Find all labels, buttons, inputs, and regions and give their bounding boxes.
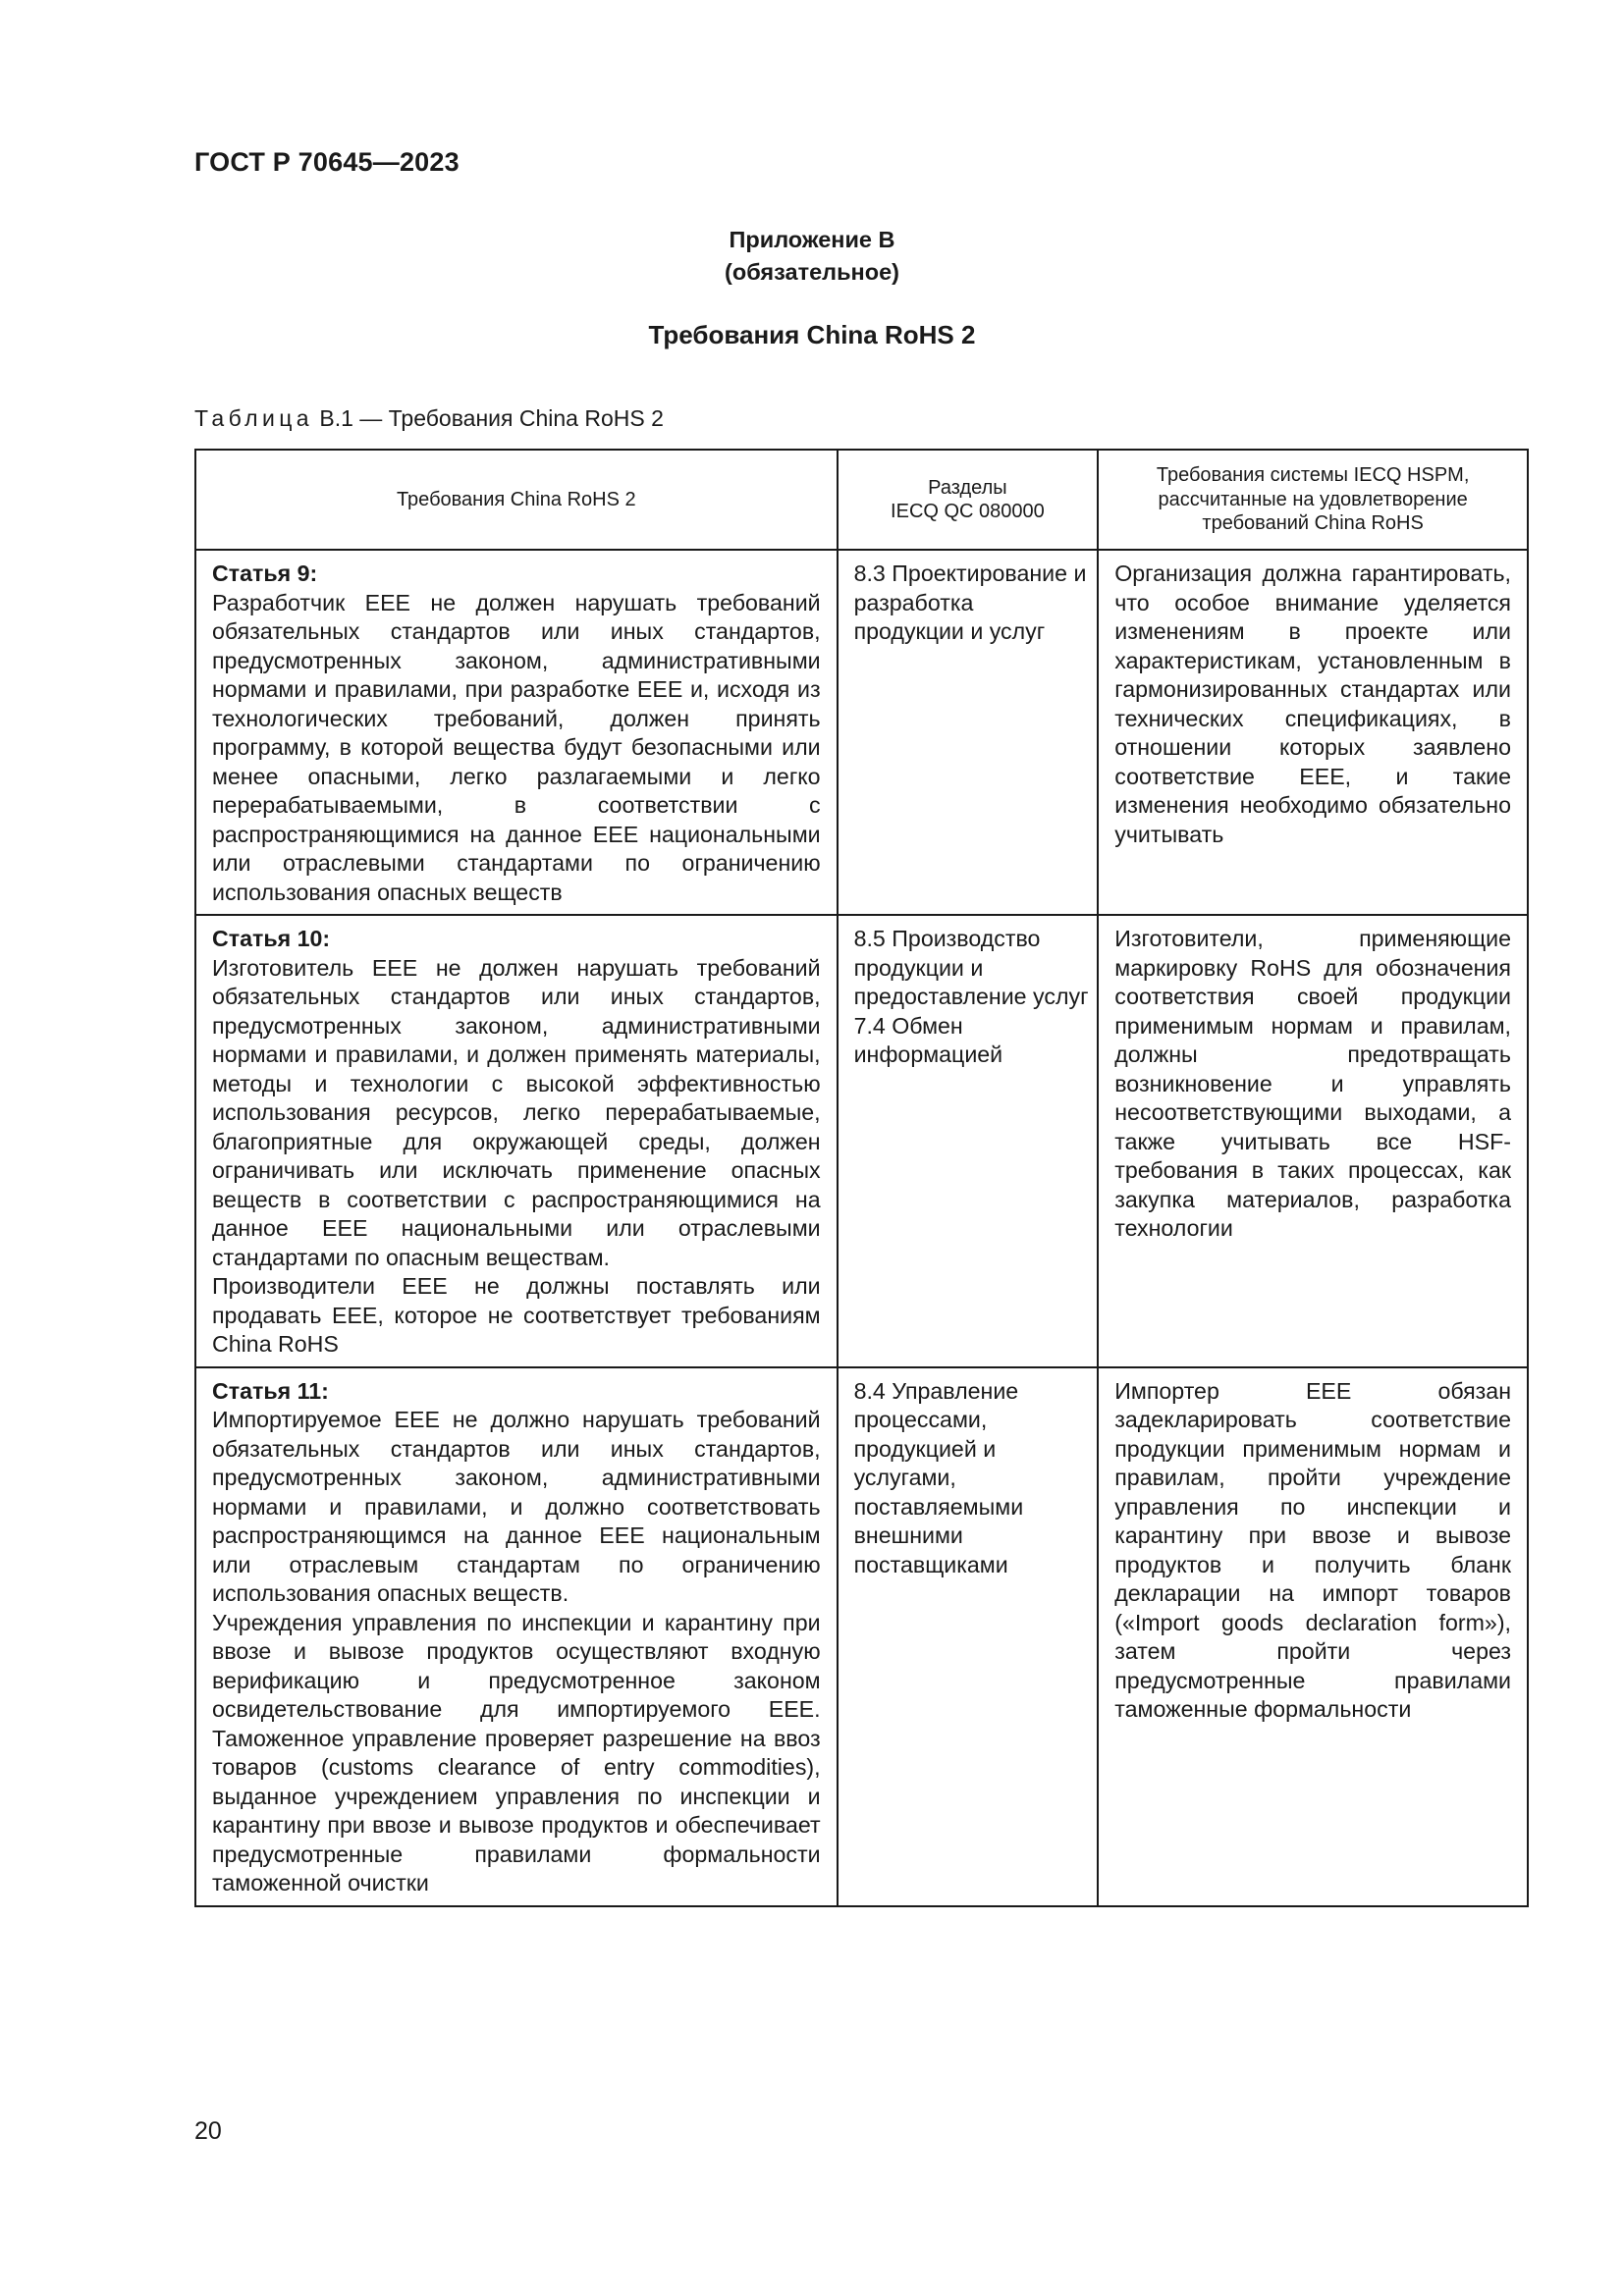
- section-reference: 8.3 Проектирование и разработка продукции и услуг: [853, 561, 1087, 644]
- table-row: [195, 550, 1528, 915]
- sections-cell: [838, 1367, 1099, 1906]
- requirements-table: [194, 449, 1529, 1907]
- requirement-cell: [195, 550, 838, 915]
- hspm-text: Импортер EEE обязан задекларировать соответствие продукции применимым нормам и правилам, пройти учреждение управления по инспекции и карантину при ввозе и вывозе продуктов и получить бланк декларации на импорт товаров («Import goods declaration form»), затем пройти через предусмотренные правилами таможенные формальности: [1114, 1377, 1511, 1722]
- header-iecq-sections-text: Разделы IECQ QC 080000: [891, 476, 1045, 522]
- section-reference: 7.4 Обмен информацией: [853, 1012, 1003, 1067]
- requirement-paragraph: Изготовитель EEE не должен нарушать требований обязательных стандартов или иных стандартов, предусмотренных законом, административными нормами и правилами, и должен применять материалы, методы и технологии с высокой эффективностью использования ресурсов, легко перерабатываемые, благоприятные для окружающей среды, должен ограничивать или исключать применение опасных веществ в соответствии с распространяющимися на данное EEE национальными или отраслевыми стандартами по опасным веществам.: [212, 954, 821, 1270]
- appendix-title: Приложение В: [729, 227, 895, 252]
- hspm-cell: [1098, 915, 1528, 1367]
- requirement-cell: [195, 1367, 838, 1906]
- header-hspm-requirements: [1098, 450, 1528, 550]
- requirement-paragraph: Разработчик EEE не должен нарушать требований обязательных стандартов или иных стандартов, предусмотренных законом, административными нормами и правилами, при разработке EEE и, исходя из технологических требований, должен принять программу, в которой вещества будут безопасными или менее опасными, легко разлагаемыми и легко перерабатываемыми, в соответствии с распространяющимися на данное EEE национальными или отраслевыми стандартами по ограничению использования опасных веществ: [212, 589, 821, 905]
- header-china-rohs-requirements-text: Требования China RoHS 2: [396, 488, 636, 510]
- table-body: [195, 550, 1528, 1906]
- hspm-text: Изготовители, применяющие маркировку RoHS для обозначения соответствия своей продукции применимым нормам и правилам, должны предотвращать возникновение и управлять несоответствующими выходами, а также учитывать все HSF-требования в таких процессах, как закупка материалов, разработка технологии: [1114, 926, 1511, 1241]
- article-title: Статья 10:: [212, 926, 331, 951]
- requirement-paragraph: Импортируемое EEE не должно нарушать требований обязательных стандартов или иных стандартов, предусмотренных законом, административными нормами и правилами, и должно соответствовать распространяющимся на данное EEE национальным или отраслевым стандартам по ограничению использования опасных веществ.: [212, 1407, 821, 1606]
- table-caption: [194, 405, 664, 432]
- appendix-status: (обязательное): [725, 259, 899, 285]
- table-header-row: [195, 450, 1528, 550]
- section-reference: 8.4 Управление процессами, продукцией и услугами, поставляемыми внешними поставщиками: [853, 1377, 1024, 1577]
- article-title: Статья 9:: [212, 561, 318, 586]
- requirement-paragraph: Учреждения управления по инспекции и карантину при ввозе и вывозе продуктов осуществляют входную верификацию и предусмотренное законом освидетельствование для импортируемого EEE. Таможенное управление проверяет разрешение на ввоз товаров (customs clearance of entry commodities), выданное учреждением управления по инспекции и карантину при ввозе и вывозе продуктов и обеспечивает предусмотренные правилами формальности таможенной очистки: [212, 1609, 821, 1896]
- header-iecq-sections: [838, 450, 1099, 550]
- sections-cell: [838, 915, 1099, 1367]
- requirement-paragraph: Производители EEE не должны поставлять или продавать EEE, которое не соответствует требованиям China RoHS: [212, 1273, 821, 1357]
- appendix-heading: [0, 224, 1624, 289]
- hspm-cell: [1098, 550, 1528, 915]
- header-china-rohs-requirements: [195, 450, 838, 550]
- page-number: 20: [194, 2117, 222, 2145]
- table-caption-text: В.1 — Требования China RoHS 2: [319, 405, 664, 431]
- section-reference: 8.5 Производство продукции и предоставление услуг: [853, 926, 1089, 1009]
- table-row: [195, 1367, 1528, 1906]
- table-row: [195, 915, 1528, 1367]
- sections-cell: [838, 550, 1099, 915]
- hspm-cell: [1098, 1367, 1528, 1906]
- section-title: Требования China RoHS 2: [648, 320, 976, 349]
- document-code: ГОСТ Р 70645—2023: [194, 147, 460, 177]
- table-caption-label: Таблица: [194, 405, 313, 431]
- hspm-text: Организация должна гарантировать, что особое внимание уделяется изменениям в проекте или характеристикам, установленным в гармонизированных стандартах или технических спецификациях, в отношении которых заявлено соответствие EEE, и такие изменения необходимо обязательно учитывать: [1114, 561, 1511, 847]
- header-hspm-requirements-text: Требования системы IECQ HSPM, рассчитанные на удовлетворение требований China RoHS: [1156, 464, 1470, 535]
- article-title: Статья 11:: [212, 1377, 329, 1404]
- requirement-cell: [195, 915, 838, 1367]
